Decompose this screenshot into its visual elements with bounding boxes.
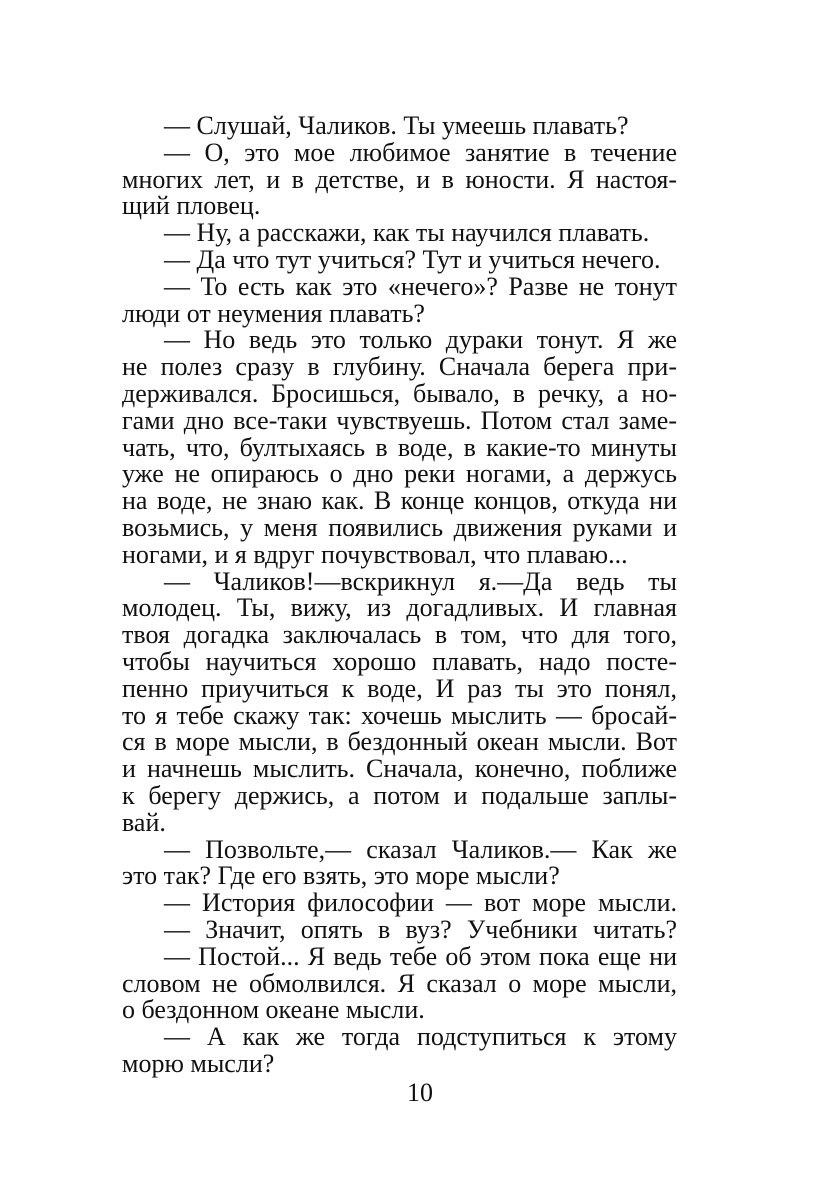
text-line: ся в море мысли, в бездонный океан мысли. Вот [122, 727, 677, 757]
text-line: — А как же тогда подступиться к этому [164, 1022, 677, 1052]
text-line: — Чаликов!—вскрикнул я.—Да ведь ты [164, 566, 677, 596]
text-line: молодец. Ты, вижу, из догадливых. И главная [122, 593, 677, 623]
text-line: — Значит, опять в вуз? Учебники читать? [164, 914, 677, 944]
text-line: гами дно все-таки чувствуешь. Потом стал заме- [122, 405, 677, 435]
text-line: словом не обмолвился. Я сказал о море мысли, [122, 968, 677, 998]
text-line: уже не опираюсь о дно реки ногами, а держусь [122, 459, 677, 489]
text-line: чтобы научиться хорошо плавать, надо посте- [122, 646, 677, 676]
text-line: возьмись, у меня появились движения руками и [122, 512, 677, 542]
text-line: морю мысли? [122, 1048, 275, 1078]
text-line: — Позвольте,— сказал Чаликов.— Как же [164, 834, 677, 864]
text-line: люди от неумения плавать? [122, 298, 425, 328]
text-line: на воде, не знаю как. В конце концов, откуда ни [122, 486, 677, 516]
text-line: твоя догадка заключалась в том, что для того, [122, 620, 677, 650]
text-line: — Постой... Я ведь тебе об этом пока еще ни [164, 941, 677, 971]
text-line: — То есть как это «нечего»? Разве не тонут [164, 271, 677, 301]
text-line: не полез сразу в глубину. Сначала берега при- [122, 352, 677, 382]
text-line: ногами, и я вдруг почувствовал, что плаваю... [122, 539, 628, 569]
text-line: держивался. Бросишься, бывало, в речку, а но- [122, 378, 677, 408]
text-line: чать, что, бултыхаясь в воде, в какие-то минуты [122, 432, 677, 462]
page-text [122, 113, 677, 1078]
text-line: и начнешь мыслить. Сначала, конечно, поближе [122, 754, 677, 784]
text-line: — История философии — вот море мысли. [164, 888, 677, 918]
text-line: — Но ведь это только дураки тонут. Я же [164, 325, 677, 355]
text-line: то я тебе скажу так: хочешь мыслить — бросай- [122, 700, 677, 730]
page-number: 10 [407, 1078, 433, 1107]
text-line: к берегу держись, а потом и подальше заплы- [122, 780, 677, 810]
text-line: — Ну, а расскажи, как ты научился плавать. [164, 218, 650, 248]
text-line: это так? Где его взять, это море мысли? [122, 861, 560, 891]
text-line: — О, это мое любимое занятие в течение [164, 137, 677, 167]
text-line: пенно приучиться к воде, И раз ты это понял, [122, 673, 677, 703]
text-line: — Слушай, Чаликов. Ты умеешь плавать? [164, 111, 629, 140]
text-line: щий пловец. [122, 191, 261, 221]
text-line: — Да что тут учиться? Тут и учиться нечего. [164, 244, 661, 274]
text-line: о бездонном океане мысли. [122, 995, 425, 1025]
text-line: вай. [122, 807, 166, 837]
text-line: многих лет, и в детстве, и в юности. Я настоя- [122, 164, 677, 194]
